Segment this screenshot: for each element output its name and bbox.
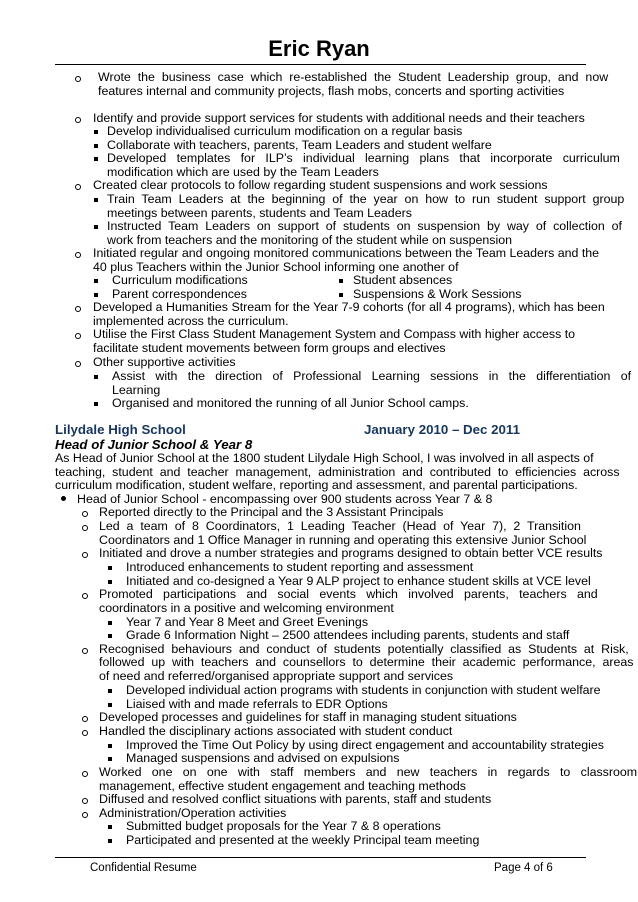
line: Train Team Leaders at the beginning of the year on how to run student support group: [107, 192, 625, 206]
job-dates: January 2010 – Dec 2011: [364, 422, 520, 437]
line: Assist with the direction of Professional Learning sessions in the differentiation of: [112, 369, 632, 383]
line: Introduced enhancements to student reporting and assessment: [126, 560, 474, 574]
bullet-circle: [82, 525, 88, 531]
bullet-circle: [75, 306, 81, 312]
line: Administration/Operation activities: [99, 806, 287, 820]
bullet-circle: [75, 184, 81, 190]
line: Initiated and co-designed a Year 9 ALP project to enhance student skills at VCE level: [126, 574, 591, 588]
summary-line: curriculum modification, student welfare, reporting and assessment, and parental participations.: [55, 478, 578, 492]
page-number: Page 4 of 6: [494, 862, 553, 874]
bullet-square: [94, 198, 98, 202]
resume-name: Eric Ryan: [268, 36, 370, 61]
line: modification which are used by the Team Leaders: [107, 165, 379, 179]
line: Coordinators and 1 Office Manager in running and operating this extensive Junior School: [99, 533, 587, 547]
line: implemented across the curriculum.: [93, 314, 289, 328]
line: Student absences: [353, 273, 453, 287]
line: Worked one on one with staff members and new teachers in regards to classroom: [99, 765, 638, 779]
bullet-circle: [82, 771, 88, 777]
line: Year 7 and Year 8 Meet and Greet Evenings: [126, 615, 369, 629]
line: management, effective student engagement and teaching methods: [99, 779, 466, 793]
line: of need and referred/organised appropriate support and services: [99, 669, 454, 683]
line: Created clear protocols to follow regarding student suspensions and work sessions: [93, 178, 548, 192]
bullet-square: [108, 744, 112, 748]
line: Reported directly to the Principal and the 3 Assistant Principals: [99, 505, 444, 519]
line: Improved the Time Out Policy by using direct engagement and accountability strategies: [126, 738, 604, 752]
line: facilitate student movements between form groups and electives: [93, 341, 446, 355]
bullet-circle: [82, 552, 88, 558]
line: Develop individualised curriculum modification on a regular basis: [107, 124, 463, 138]
bullet-square: [94, 293, 98, 297]
bullet-square: [108, 566, 112, 570]
line: Collaborate with teachers, parents, Team Leaders and student welfare: [107, 138, 492, 152]
bullet-square: [108, 580, 112, 584]
bullet-square: [339, 293, 343, 297]
bullet-square: [94, 225, 98, 229]
line: Learning: [112, 383, 161, 397]
line: Curriculum modifications: [112, 273, 248, 287]
line: Head of Junior School - encompassing over 900 students across Year 7 & 8: [77, 492, 493, 506]
line: Identify and provide support services for students with additional needs and their teachers: [93, 111, 585, 125]
line: Developed templates for ILP’s individual learning plans that incorporate curriculum: [107, 151, 620, 165]
bullet-circle: [75, 76, 81, 82]
line: Recognised behaviours and conduct of students potentially classified as Students at Risk,: [99, 642, 629, 656]
line: Developed a Humanities Stream for the Year 7-9 cohorts (for all 4 programs), which has been: [93, 300, 605, 314]
bullet-square: [339, 279, 343, 283]
bullet-square: [108, 703, 112, 707]
bullet-circle: [82, 716, 88, 722]
bullet-circle: [82, 730, 88, 736]
bullet-square: [94, 130, 98, 134]
bullet-circle: [82, 798, 88, 804]
bullet-square: [108, 689, 112, 693]
line: Led a team of 8 Coordinators, 1 Leading Teacher (Head of Year 7), 2 Transition: [99, 519, 581, 533]
bullet-circle: [82, 511, 88, 517]
line: Instructed Team Leaders on support of students on suspension by way of collection of: [107, 219, 622, 233]
line: Initiated and drove a number strategies and programs designed to obtain better VCE results: [99, 546, 603, 560]
line: features internal and community projects, flash mobs, concerts and sporting activities: [98, 84, 565, 98]
line: Participated and presented at the weekly Principal team meeting: [126, 833, 480, 847]
line: Managed suspensions and advised on expulsions: [126, 751, 400, 765]
line: 40 plus Teachers within the Junior School informing one another of: [93, 260, 459, 274]
bullet-circle: [82, 593, 88, 599]
bullet-square: [94, 144, 98, 148]
bullet-circle: [82, 812, 88, 818]
footer-label: Confidential Resume: [90, 862, 197, 874]
bullet-square: [94, 375, 98, 379]
bullet-square: [108, 839, 112, 843]
line: Submitted budget proposals for the Year 7 & 8 operations: [126, 819, 441, 833]
line: work from teachers and the monitoring of the student while on suspension: [107, 233, 512, 247]
line: Liaised with and made referrals to EDR Options: [126, 697, 388, 711]
bullet-square: [94, 157, 98, 161]
line: followed up with teachers and counsellors to determine their academic performance, areas: [99, 655, 634, 669]
line: Parent correspondences: [112, 287, 248, 301]
line: Developed processes and guidelines for staff in managing student situations: [99, 710, 517, 724]
line: Organised and monitored the running of all Junior School camps.: [112, 396, 469, 410]
bullet-square: [94, 279, 98, 283]
line: Wrote the business case which re-established the Student Leadership group, and now: [98, 70, 609, 84]
line: Utilise the First Class Student Management System and Compass with higher access to: [93, 327, 576, 341]
bullet-square: [108, 634, 112, 638]
footer-rule: [55, 857, 586, 858]
line: Initiated regular and ongoing monitored communications between the Team Leaders and the: [93, 246, 600, 260]
summary-line: teaching, student and teacher management, administration and contributed to efficiencies across: [55, 465, 620, 479]
line: Developed individual action programs with students in conjunction with student welfare: [126, 683, 601, 697]
line: Diffused and resolved conflict situations with parents, staff and students: [99, 792, 492, 806]
school-name: Lilydale High School: [55, 422, 186, 437]
bullet-circle: [75, 117, 81, 123]
job-title: Head of Junior School & Year 8: [55, 437, 253, 452]
line: Grade 6 Information Night – 2500 attendees including parents, students and staff: [126, 628, 570, 642]
bullet-square: [108, 621, 112, 625]
line: Promoted participations and social events which involved parents, teachers and: [99, 587, 598, 601]
summary-line: As Head of Junior School at the 1800 student Lilydale High School, I was involved in all aspects of: [55, 451, 594, 465]
header-rule: [55, 64, 586, 65]
line: Other supportive activities: [93, 355, 236, 369]
bullet-square: [94, 402, 98, 406]
bullet-square: [108, 757, 112, 761]
bullet-dot: [61, 496, 66, 501]
bullet-circle: [82, 648, 88, 654]
line: meetings between parents, students and Team Leaders: [107, 206, 412, 220]
bullet-square: [108, 825, 112, 829]
line: Suspensions & Work Sessions: [353, 287, 522, 301]
line: coordinators in a positive and welcoming environment: [99, 601, 394, 615]
bullet-circle: [75, 361, 81, 367]
bullet-circle: [75, 252, 81, 258]
line: Handled the disciplinary actions associated with student conduct: [99, 724, 453, 738]
bullet-circle: [75, 333, 81, 339]
